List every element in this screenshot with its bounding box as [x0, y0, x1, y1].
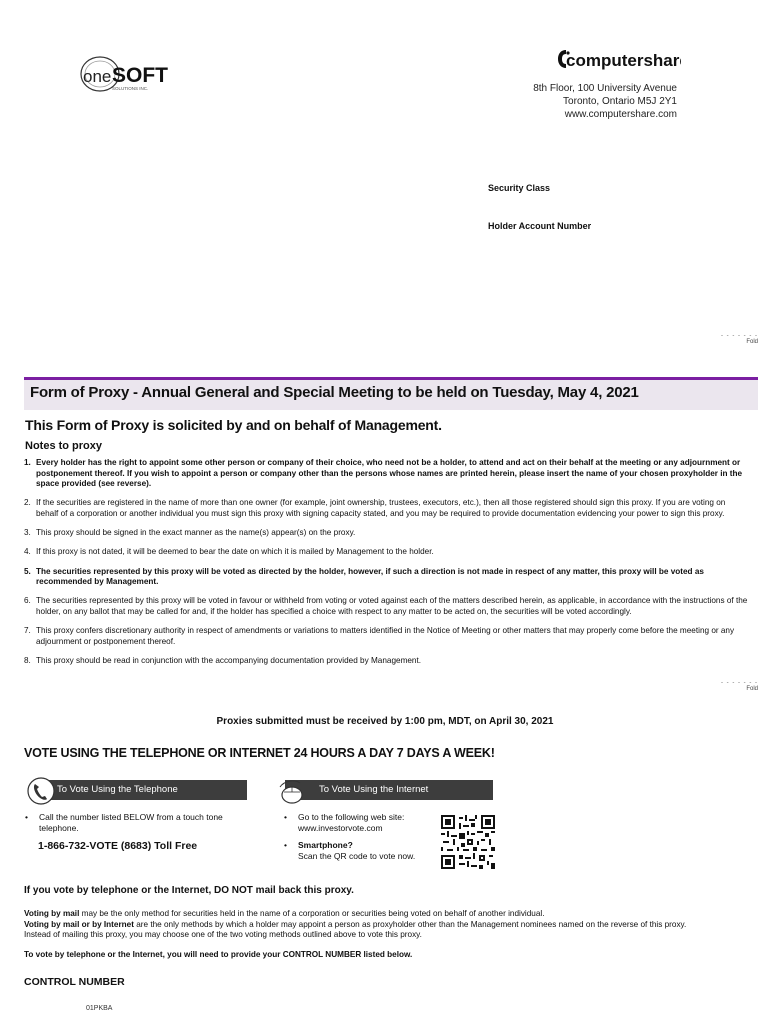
- note-text: This proxy should be read in conjunction with the accompanying documentation provided by Management.: [36, 656, 422, 666]
- bullet-marker: •: [284, 840, 287, 850]
- vote-heading: VOTE USING THE TELEPHONE OR INTERNET 24 HOURS A DAY 7 DAYS A WEEK!: [24, 746, 495, 760]
- note-number: 5.: [24, 566, 31, 576]
- computershare-logo: [556, 46, 681, 72]
- holder-account-label: Holder Account Number: [488, 221, 592, 231]
- onesoft-logo: [78, 52, 198, 96]
- computershare-logo-text: computershare: [566, 51, 681, 70]
- note-number: 7.: [24, 626, 31, 636]
- note-item: [24, 547, 749, 558]
- internet-instruction-text: [298, 812, 404, 834]
- control-number-label: CONTROL NUMBER: [24, 976, 125, 988]
- note-text: If this proxy is not dated, it will be deemed to bear the date on which it is mailed by Management to the holder.: [36, 547, 434, 557]
- mouse-icon: [276, 777, 306, 807]
- note-item: [24, 596, 749, 617]
- internet-instruction: [284, 812, 444, 834]
- mail-info-line: [24, 909, 754, 920]
- smartphone-label: Smartphone?: [298, 840, 353, 850]
- note-item: [24, 626, 749, 647]
- security-class-label: Security Class: [488, 183, 551, 193]
- mail-voting-info: [24, 909, 754, 941]
- telephone-instruction: [25, 812, 255, 834]
- mail-info-line: Instead of mailing this proxy, you may choose one of the two voting methods outlined above to vote this proxy.: [24, 930, 422, 939]
- fold-mark-top: [721, 333, 758, 345]
- note-item: [24, 528, 749, 539]
- fold-mark-bottom: [721, 680, 758, 692]
- note-text: This proxy should be signed in the exact manner as the name(s) appear(s) on the proxy.: [36, 528, 356, 538]
- note-item: [24, 458, 749, 490]
- solicitation-statement: This Form of Proxy is solicited by and on behalf of Management.: [25, 417, 442, 433]
- bullet-marker: •: [25, 812, 28, 822]
- mail-info-text: may be the only method for securities held in the name of a corporation or securities being voted on behalf of another individual.: [79, 909, 545, 918]
- logo-sub-text: SOLUTIONS INC.: [112, 86, 149, 91]
- smartphone-instruction-text: [298, 840, 415, 862]
- telephone-instruction-text: Call the number listed BELOW from a touch tone telephone.: [39, 812, 223, 833]
- mail-info-text: are the only methods by which a holder may appoint a person as proxyholder other than the Management nominees named on the reverse of this proxy.: [133, 919, 687, 929]
- bullet-marker: •: [284, 812, 287, 822]
- fold-dash: - - - - - - -: [721, 333, 758, 339]
- note-text: Every holder has the right to appoint some other person or company of their choice, who need not be a holder, to attend and act on their behalf at the meeting or any adjournment or postponement thereof. If you wish to appoint a person or company other than the persons whose names are printed herein, please insert the name of your chosen proxyholder in the space provided (see reverse).: [36, 458, 743, 488]
- note-text: The securities represented by this proxy will be voted as directed by the holder, however, if such a direction is not made in respect of any matter, this proxy will be voted as recommended by Management.: [36, 566, 704, 587]
- note-number: 3.: [24, 528, 31, 538]
- note-item: [24, 567, 749, 588]
- fold-label: Fold: [746, 686, 758, 692]
- note-item: [24, 498, 749, 519]
- qr-code[interactable]: [441, 815, 495, 869]
- mail-info-bold: Voting by mail: [24, 909, 80, 918]
- telephone-icon: [26, 776, 56, 806]
- scan-qr-text: Scan the QR code to vote now.: [298, 851, 416, 861]
- no-mail-notice: If you vote by telephone or the Internet, DO NOT mail back this proxy.: [24, 885, 354, 896]
- note-number: 2.: [24, 498, 31, 508]
- form-code: 01PKBA: [86, 1005, 113, 1012]
- logo-one-text: one: [83, 67, 112, 86]
- toll-free-number[interactable]: 1-866-732-VOTE (8683) Toll Free: [38, 840, 198, 852]
- smartphone-instruction: [284, 840, 444, 862]
- fold-dash: - - - - - - -: [721, 680, 758, 686]
- logo-soft-text: SOFT: [112, 64, 168, 87]
- note-number: 4.: [24, 547, 31, 557]
- investorvote-link[interactable]: www.investorvote.com: [298, 823, 383, 833]
- fold-label: Fold: [746, 339, 758, 345]
- mail-info-line: [24, 920, 754, 931]
- note-number: 8.: [24, 656, 31, 666]
- note-number: 6.: [24, 596, 31, 606]
- note-text: This proxy confers discretionary authority in respect of amendments or variations to matters identified in the Notice of Meeting or other matters that may properly come before the meeting or any adjournment or postponement thereof.: [36, 626, 735, 646]
- form-title: Form of Proxy - Annual General and Special Meeting to be held on Tuesday, May 4, 2021: [30, 384, 639, 401]
- internet-vote-header: To Vote Using the Internet: [285, 780, 493, 800]
- mail-info-bold: Voting by mail or by Internet: [24, 919, 134, 929]
- agent-address-website: www.computershare.com: [564, 109, 677, 120]
- notes-heading: Notes to proxy: [25, 440, 103, 452]
- telephone-vote-header: To Vote Using the Telephone: [42, 780, 247, 800]
- note-item: [24, 656, 749, 667]
- agent-address-line1: 8th Floor, 100 University Avenue: [533, 83, 677, 94]
- submission-deadline: Proxies submitted must be received by 1:00 pm, MDT, on April 30, 2021: [216, 716, 554, 727]
- agent-address-line2: Toronto, Ontario M5J 2Y1: [563, 96, 677, 107]
- note-text: The securities represented by this proxy will be voted in favour or withheld from voting or voted against each of the matters described herein, as applicable, in accordance with the instructions of the holder, on any ballot that may be called for and, if the holder has specified a choice with respect to any matter to be acted on, the securities will be voted accordingly.: [36, 596, 748, 616]
- notes-list: [24, 458, 749, 675]
- internet-instruction-line: Go to the following web site:: [298, 812, 405, 822]
- control-number-instruction: To vote by telephone or the Internet, you will need to provide your CONTROL NUMBER listed below.: [24, 950, 413, 959]
- note-number: 1.: [24, 458, 31, 467]
- note-text: If the securities are registered in the name of more than one owner (for example, joint ownership, trustees, executors, etc.), then all those registered should sign this proxy. If you are voting on behalf of a corporation or another individual you must sign this proxy with signing capacity stated, and you may be required to provide documentation evidencing your power to sign this proxy.: [36, 498, 726, 518]
